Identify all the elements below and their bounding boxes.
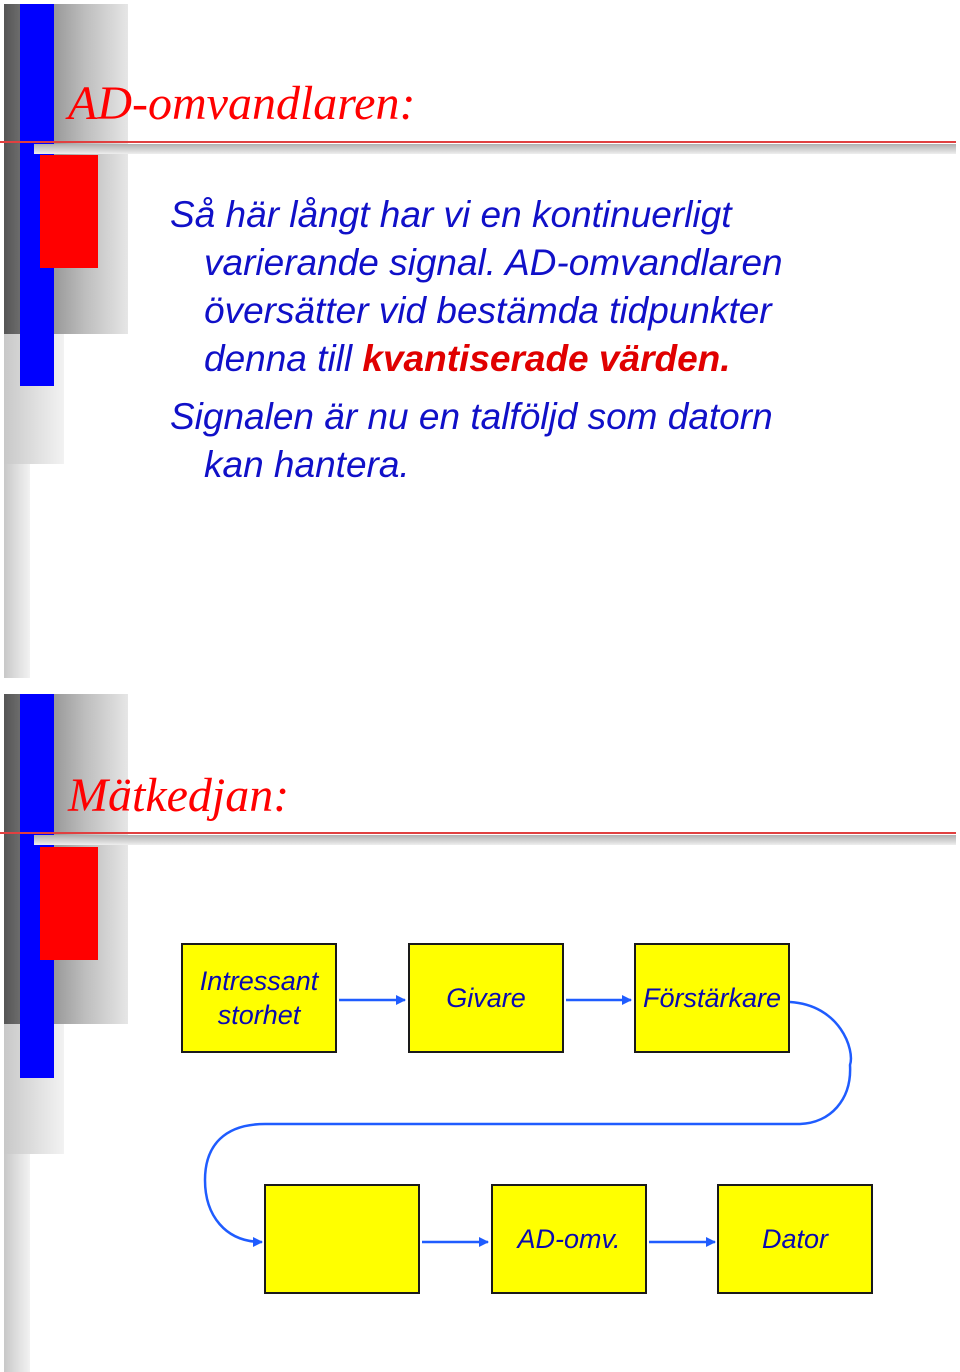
emphasis-text: kvantiserade värden.	[362, 338, 731, 379]
chain-box-givare	[408, 943, 564, 1053]
para2-line: Signalen är nu en talföljd som datorn	[170, 396, 773, 437]
chain-box-intressant-storhet	[181, 943, 337, 1053]
chain-box-ad-omv	[491, 1184, 647, 1294]
para1-line: varierande signal. AD-omvandlaren	[204, 242, 783, 283]
body-text	[170, 191, 930, 489]
para2-line: kan hantera.	[204, 444, 410, 485]
para1-prefix: denna till	[204, 338, 363, 379]
chain-box-label: Givare	[446, 983, 526, 1013]
para1-last-line	[170, 335, 930, 383]
chain-box-label: Förstärkare	[642, 983, 782, 1013]
chain-box-forstarkare	[634, 943, 790, 1053]
chain-box-label: Dator	[761, 1224, 829, 1254]
title-rule	[0, 141, 956, 143]
slide-ad-omvandlaren	[0, 0, 960, 680]
para1-line: översätter vid bestämda tidpunkter	[204, 290, 772, 331]
slide-title: Mätkedjan:	[68, 769, 290, 822]
slide-title: AD-omvandlaren:	[68, 77, 416, 130]
chain-box-empty	[264, 1184, 420, 1294]
chain-box-label: AD-omv.	[517, 1224, 621, 1254]
deco-light-strip	[4, 464, 30, 678]
title-rule-shadow	[34, 144, 956, 154]
chain-box-dator	[717, 1184, 873, 1294]
deco-red-block	[40, 155, 98, 268]
chain-box-label: Intressant storhet	[199, 966, 319, 1030]
slide-matkedjan	[0, 690, 960, 1372]
para1-line: Så här långt har vi en kontinuerligt	[170, 194, 732, 235]
